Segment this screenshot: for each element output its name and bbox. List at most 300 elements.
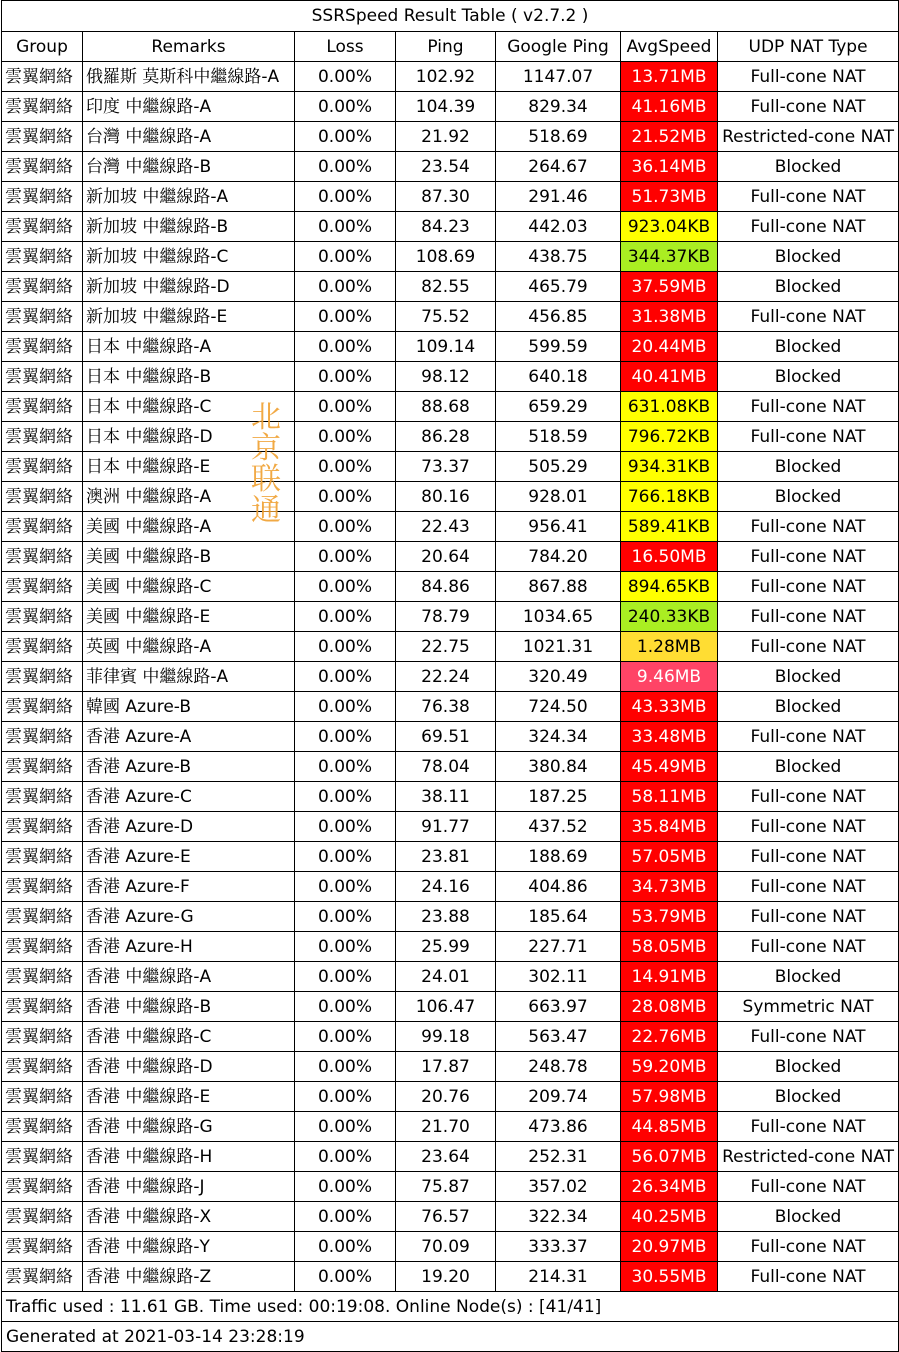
cell-google-ping: 214.31	[496, 1262, 621, 1292]
cell-group: 雲翼網絡	[2, 752, 83, 782]
cell-google-ping: 322.34	[496, 1202, 621, 1232]
cell-group: 雲翼網絡	[2, 602, 83, 632]
cell-avgspeed: 923.04KB	[621, 212, 718, 242]
cell-google-ping: 518.69	[496, 122, 621, 152]
cell-remarks: 新加坡 中繼線路-B	[83, 212, 295, 242]
cell-ping: 23.81	[396, 842, 496, 872]
cell-google-ping: 867.88	[496, 572, 621, 602]
table-title: SSRSpeed Result Table ( v2.7.2 )	[2, 1, 899, 32]
table-row	[2, 122, 899, 152]
table-row	[2, 872, 899, 902]
cell-udp-nat-type: Full-cone NAT	[718, 842, 899, 872]
cell-udp-nat-type: Full-cone NAT	[718, 302, 899, 332]
cell-avgspeed: 766.18KB	[621, 482, 718, 512]
cell-loss: 0.00%	[295, 662, 396, 692]
cell-loss: 0.00%	[295, 272, 396, 302]
cell-group: 雲翼網絡	[2, 242, 83, 272]
cell-group: 雲翼網絡	[2, 62, 83, 92]
cell-remarks: 台灣 中繼線路-B	[83, 152, 295, 182]
table-row	[2, 332, 899, 362]
cell-avgspeed: 56.07MB	[621, 1142, 718, 1172]
cell-remarks: 澳洲 中繼線路-A	[83, 482, 295, 512]
cell-remarks: 韓國 Azure-B	[83, 692, 295, 722]
cell-avgspeed: 894.65KB	[621, 572, 718, 602]
table-row	[2, 92, 899, 122]
cell-loss: 0.00%	[295, 392, 396, 422]
cell-loss: 0.00%	[295, 332, 396, 362]
cell-loss: 0.00%	[295, 992, 396, 1022]
cell-group: 雲翼網絡	[2, 992, 83, 1022]
cell-avgspeed: 13.71MB	[621, 62, 718, 92]
cell-udp-nat-type: Full-cone NAT	[718, 1262, 899, 1292]
cell-udp-nat-type: Restricted-cone NAT	[718, 122, 899, 152]
cell-remarks: 香港 中繼線路-J	[83, 1172, 295, 1202]
cell-udp-nat-type: Blocked	[718, 1052, 899, 1082]
cell-group: 雲翼網絡	[2, 1052, 83, 1082]
cell-group: 雲翼網絡	[2, 332, 83, 362]
table-row	[2, 272, 899, 302]
cell-loss: 0.00%	[295, 1232, 396, 1262]
cell-avgspeed: 35.84MB	[621, 812, 718, 842]
cell-udp-nat-type: Full-cone NAT	[718, 1172, 899, 1202]
cell-remarks: 香港 Azure-G	[83, 902, 295, 932]
cell-loss: 0.00%	[295, 62, 396, 92]
cell-loss: 0.00%	[295, 1112, 396, 1142]
cell-remarks: 日本 中繼線路-B	[83, 362, 295, 392]
cell-group: 雲翼網絡	[2, 1172, 83, 1202]
cell-avgspeed: 30.55MB	[621, 1262, 718, 1292]
header-ping: Ping	[396, 32, 496, 62]
cell-google-ping: 784.20	[496, 542, 621, 572]
cell-remarks: 香港 中繼線路-Z	[83, 1262, 295, 1292]
cell-udp-nat-type: Full-cone NAT	[718, 92, 899, 122]
cell-google-ping: 438.75	[496, 242, 621, 272]
table-row	[2, 422, 899, 452]
cell-udp-nat-type: Blocked	[718, 1082, 899, 1112]
table-row	[2, 962, 899, 992]
cell-ping: 22.75	[396, 632, 496, 662]
cell-avgspeed: 57.05MB	[621, 842, 718, 872]
cell-loss: 0.00%	[295, 182, 396, 212]
cell-remarks: 新加坡 中繼線路-D	[83, 272, 295, 302]
cell-avgspeed: 589.41KB	[621, 512, 718, 542]
cell-udp-nat-type: Blocked	[718, 1202, 899, 1232]
cell-google-ping: 465.79	[496, 272, 621, 302]
cell-group: 雲翼網絡	[2, 1262, 83, 1292]
table-row	[2, 722, 899, 752]
cell-ping: 21.70	[396, 1112, 496, 1142]
cell-remarks: 香港 中繼線路-C	[83, 1022, 295, 1052]
cell-group: 雲翼網絡	[2, 632, 83, 662]
header-google-ping: Google Ping	[496, 32, 621, 62]
cell-ping: 22.24	[396, 662, 496, 692]
cell-remarks: 俄羅斯 莫斯科中繼線路-A	[83, 62, 295, 92]
cell-ping: 20.76	[396, 1082, 496, 1112]
cell-loss: 0.00%	[295, 1142, 396, 1172]
cell-udp-nat-type: Full-cone NAT	[718, 782, 899, 812]
cell-avgspeed: 40.25MB	[621, 1202, 718, 1232]
cell-avgspeed: 53.79MB	[621, 902, 718, 932]
cell-ping: 109.14	[396, 332, 496, 362]
table-row	[2, 752, 899, 782]
table-row	[2, 452, 899, 482]
cell-ping: 104.39	[396, 92, 496, 122]
cell-ping: 23.64	[396, 1142, 496, 1172]
cell-group: 雲翼網絡	[2, 452, 83, 482]
table-row	[2, 482, 899, 512]
table-row	[2, 692, 899, 722]
cell-loss: 0.00%	[295, 1172, 396, 1202]
cell-group: 雲翼網絡	[2, 302, 83, 332]
cell-loss: 0.00%	[295, 422, 396, 452]
cell-google-ping: 659.29	[496, 392, 621, 422]
cell-remarks: 香港 Azure-D	[83, 812, 295, 842]
cell-ping: 17.87	[396, 1052, 496, 1082]
cell-google-ping: 1021.31	[496, 632, 621, 662]
cell-group: 雲翼網絡	[2, 362, 83, 392]
cell-udp-nat-type: Full-cone NAT	[718, 812, 899, 842]
cell-udp-nat-type: Full-cone NAT	[718, 572, 899, 602]
cell-remarks: 日本 中繼線路-C	[83, 392, 295, 422]
cell-remarks: 美國 中繼線路-A	[83, 512, 295, 542]
cell-loss: 0.00%	[295, 212, 396, 242]
table-row	[2, 1022, 899, 1052]
cell-loss: 0.00%	[295, 512, 396, 542]
cell-udp-nat-type: Full-cone NAT	[718, 722, 899, 752]
table-row	[2, 932, 899, 962]
cell-group: 雲翼網絡	[2, 1202, 83, 1232]
cell-loss: 0.00%	[295, 362, 396, 392]
cell-ping: 25.99	[396, 932, 496, 962]
header-remarks: Remarks	[83, 32, 295, 62]
cell-ping: 19.20	[396, 1262, 496, 1292]
cell-loss: 0.00%	[295, 632, 396, 662]
cell-ping: 108.69	[396, 242, 496, 272]
cell-group: 雲翼網絡	[2, 422, 83, 452]
cell-udp-nat-type: Full-cone NAT	[718, 1022, 899, 1052]
cell-group: 雲翼網絡	[2, 962, 83, 992]
table-row	[2, 812, 899, 842]
cell-google-ping: 928.01	[496, 482, 621, 512]
cell-group: 雲翼網絡	[2, 692, 83, 722]
cell-avgspeed: 40.41MB	[621, 362, 718, 392]
cell-remarks: 香港 Azure-H	[83, 932, 295, 962]
cell-udp-nat-type: Full-cone NAT	[718, 62, 899, 92]
cell-remarks: 日本 中繼線路-E	[83, 452, 295, 482]
cell-google-ping: 456.85	[496, 302, 621, 332]
cell-avgspeed: 28.08MB	[621, 992, 718, 1022]
cell-ping: 84.23	[396, 212, 496, 242]
cell-avgspeed: 14.91MB	[621, 962, 718, 992]
cell-loss: 0.00%	[295, 962, 396, 992]
cell-ping: 23.54	[396, 152, 496, 182]
cell-avgspeed: 36.14MB	[621, 152, 718, 182]
cell-avgspeed: 344.37KB	[621, 242, 718, 272]
table-row	[2, 62, 899, 92]
cell-remarks: 美國 中繼線路-C	[83, 572, 295, 602]
table-row	[2, 302, 899, 332]
header-group: Group	[2, 32, 83, 62]
cell-google-ping: 437.52	[496, 812, 621, 842]
result-table	[1, 0, 899, 1352]
cell-avgspeed: 16.50MB	[621, 542, 718, 572]
cell-google-ping: 1034.65	[496, 602, 621, 632]
cell-ping: 23.88	[396, 902, 496, 932]
cell-google-ping: 248.78	[496, 1052, 621, 1082]
cell-loss: 0.00%	[295, 782, 396, 812]
cell-udp-nat-type: Blocked	[718, 752, 899, 782]
watermark-char: 联	[251, 462, 281, 497]
cell-udp-nat-type: Full-cone NAT	[718, 182, 899, 212]
cell-google-ping: 956.41	[496, 512, 621, 542]
table-row	[2, 1052, 899, 1082]
cell-remarks: 新加坡 中繼線路-C	[83, 242, 295, 272]
cell-loss: 0.00%	[295, 902, 396, 932]
cell-udp-nat-type: Full-cone NAT	[718, 212, 899, 242]
table-row	[2, 662, 899, 692]
cell-google-ping: 599.59	[496, 332, 621, 362]
cell-avgspeed: 58.05MB	[621, 932, 718, 962]
cell-loss: 0.00%	[295, 722, 396, 752]
cell-loss: 0.00%	[295, 572, 396, 602]
cell-ping: 106.47	[396, 992, 496, 1022]
cell-google-ping: 473.86	[496, 1112, 621, 1142]
cell-remarks: 英國 中繼線路-A	[83, 632, 295, 662]
cell-group: 雲翼網絡	[2, 932, 83, 962]
cell-ping: 38.11	[396, 782, 496, 812]
cell-google-ping: 404.86	[496, 872, 621, 902]
watermark-char: 京	[251, 431, 281, 466]
cell-avgspeed: 37.59MB	[621, 272, 718, 302]
cell-udp-nat-type: Blocked	[718, 692, 899, 722]
cell-loss: 0.00%	[295, 872, 396, 902]
cell-udp-nat-type: Full-cone NAT	[718, 872, 899, 902]
cell-avgspeed: 58.11MB	[621, 782, 718, 812]
cell-ping: 22.43	[396, 512, 496, 542]
cell-remarks: 日本 中繼線路-A	[83, 332, 295, 362]
cell-avgspeed: 33.48MB	[621, 722, 718, 752]
cell-google-ping: 518.59	[496, 422, 621, 452]
table-row	[2, 242, 899, 272]
header-loss: Loss	[295, 32, 396, 62]
cell-remarks: 美國 中繼線路-E	[83, 602, 295, 632]
cell-udp-nat-type: Blocked	[718, 482, 899, 512]
table-row	[2, 572, 899, 602]
table-row	[2, 1112, 899, 1142]
cell-group: 雲翼網絡	[2, 272, 83, 302]
cell-avgspeed: 9.46MB	[621, 662, 718, 692]
cell-loss: 0.00%	[295, 542, 396, 572]
cell-loss: 0.00%	[295, 1022, 396, 1052]
cell-udp-nat-type: Blocked	[718, 452, 899, 482]
cell-loss: 0.00%	[295, 932, 396, 962]
cell-group: 雲翼網絡	[2, 782, 83, 812]
cell-google-ping: 442.03	[496, 212, 621, 242]
cell-udp-nat-type: Full-cone NAT	[718, 1112, 899, 1142]
cell-group: 雲翼網絡	[2, 92, 83, 122]
cell-ping: 21.92	[396, 122, 496, 152]
table-row	[2, 182, 899, 212]
cell-loss: 0.00%	[295, 842, 396, 872]
cell-avgspeed: 26.34MB	[621, 1172, 718, 1202]
cell-avgspeed: 796.72KB	[621, 422, 718, 452]
header-udp-nat-type: UDP NAT Type	[718, 32, 899, 62]
cell-remarks: 香港 中繼線路-A	[83, 962, 295, 992]
cell-loss: 0.00%	[295, 1262, 396, 1292]
cell-google-ping: 209.74	[496, 1082, 621, 1112]
cell-google-ping: 380.84	[496, 752, 621, 782]
cell-google-ping: 829.34	[496, 92, 621, 122]
cell-loss: 0.00%	[295, 1202, 396, 1232]
cell-udp-nat-type: Full-cone NAT	[718, 422, 899, 452]
table-row	[2, 1142, 899, 1172]
cell-google-ping: 264.67	[496, 152, 621, 182]
cell-avgspeed: 1.28MB	[621, 632, 718, 662]
cell-remarks: 香港 Azure-A	[83, 722, 295, 752]
cell-remarks: 香港 Azure-C	[83, 782, 295, 812]
cell-remarks: 新加坡 中繼線路-E	[83, 302, 295, 332]
cell-group: 雲翼網絡	[2, 542, 83, 572]
cell-ping: 91.77	[396, 812, 496, 842]
table-row	[2, 152, 899, 182]
cell-loss: 0.00%	[295, 692, 396, 722]
cell-group: 雲翼網絡	[2, 152, 83, 182]
cell-group: 雲翼網絡	[2, 902, 83, 932]
cell-ping: 75.87	[396, 1172, 496, 1202]
cell-avgspeed: 934.31KB	[621, 452, 718, 482]
cell-udp-nat-type: Blocked	[718, 332, 899, 362]
table-row	[2, 542, 899, 572]
table-row	[2, 602, 899, 632]
cell-group: 雲翼網絡	[2, 482, 83, 512]
cell-remarks: 香港 Azure-E	[83, 842, 295, 872]
cell-loss: 0.00%	[295, 92, 396, 122]
cell-udp-nat-type: Full-cone NAT	[718, 902, 899, 932]
cell-remarks: 香港 中繼線路-G	[83, 1112, 295, 1142]
cell-udp-nat-type: Symmetric NAT	[718, 992, 899, 1022]
cell-google-ping: 663.97	[496, 992, 621, 1022]
cell-remarks: 台灣 中繼線路-A	[83, 122, 295, 152]
cell-avgspeed: 45.49MB	[621, 752, 718, 782]
cell-ping: 78.79	[396, 602, 496, 632]
cell-ping: 86.28	[396, 422, 496, 452]
cell-remarks: 日本 中繼線路-D	[83, 422, 295, 452]
cell-remarks: 香港 中繼線路-H	[83, 1142, 295, 1172]
cell-loss: 0.00%	[295, 812, 396, 842]
cell-udp-nat-type: Blocked	[718, 662, 899, 692]
cell-avgspeed: 51.73MB	[621, 182, 718, 212]
cell-loss: 0.00%	[295, 482, 396, 512]
cell-remarks: 香港 中繼線路-X	[83, 1202, 295, 1232]
cell-remarks: 印度 中繼線路-A	[83, 92, 295, 122]
cell-group: 雲翼網絡	[2, 1112, 83, 1142]
cell-group: 雲翼網絡	[2, 842, 83, 872]
cell-group: 雲翼網絡	[2, 722, 83, 752]
cell-loss: 0.00%	[295, 752, 396, 782]
cell-udp-nat-type: Blocked	[718, 242, 899, 272]
cell-group: 雲翼網絡	[2, 122, 83, 152]
cell-group: 雲翼網絡	[2, 392, 83, 422]
cell-google-ping: 324.34	[496, 722, 621, 752]
cell-ping: 102.92	[396, 62, 496, 92]
cell-google-ping: 357.02	[496, 1172, 621, 1202]
cell-ping: 98.12	[396, 362, 496, 392]
cell-ping: 87.30	[396, 182, 496, 212]
cell-udp-nat-type: Blocked	[718, 362, 899, 392]
cell-ping: 20.64	[396, 542, 496, 572]
cell-group: 雲翼網絡	[2, 1022, 83, 1052]
cell-avgspeed: 34.73MB	[621, 872, 718, 902]
cell-ping: 78.04	[396, 752, 496, 782]
cell-ping: 80.16	[396, 482, 496, 512]
cell-ping: 99.18	[396, 1022, 496, 1052]
cell-google-ping: 563.47	[496, 1022, 621, 1052]
cell-google-ping: 320.49	[496, 662, 621, 692]
cell-google-ping: 187.25	[496, 782, 621, 812]
cell-udp-nat-type: Full-cone NAT	[718, 1232, 899, 1262]
cell-loss: 0.00%	[295, 1052, 396, 1082]
cell-google-ping: 724.50	[496, 692, 621, 722]
cell-group: 雲翼網絡	[2, 212, 83, 242]
watermark-char: 北	[251, 400, 281, 435]
cell-udp-nat-type: Restricted-cone NAT	[718, 1142, 899, 1172]
table-row	[2, 782, 899, 812]
cell-ping: 70.09	[396, 1232, 496, 1262]
cell-udp-nat-type: Full-cone NAT	[718, 542, 899, 572]
cell-group: 雲翼網絡	[2, 1142, 83, 1172]
table-row	[2, 392, 899, 422]
cell-loss: 0.00%	[295, 122, 396, 152]
cell-ping: 76.57	[396, 1202, 496, 1232]
cell-group: 雲翼網絡	[2, 872, 83, 902]
table-row	[2, 1172, 899, 1202]
cell-ping: 88.68	[396, 392, 496, 422]
cell-avgspeed: 41.16MB	[621, 92, 718, 122]
cell-remarks: 新加坡 中繼線路-A	[83, 182, 295, 212]
cell-google-ping: 291.46	[496, 182, 621, 212]
cell-remarks: 香港 中繼線路-E	[83, 1082, 295, 1112]
cell-avgspeed: 20.44MB	[621, 332, 718, 362]
table-row	[2, 632, 899, 662]
cell-ping: 84.86	[396, 572, 496, 602]
table-row	[2, 992, 899, 1022]
cell-loss: 0.00%	[295, 602, 396, 632]
cell-google-ping: 640.18	[496, 362, 621, 392]
cell-loss: 0.00%	[295, 242, 396, 272]
cell-udp-nat-type: Blocked	[718, 272, 899, 302]
cell-avgspeed: 22.76MB	[621, 1022, 718, 1052]
cell-group: 雲翼網絡	[2, 1082, 83, 1112]
table-row	[2, 842, 899, 872]
cell-ping: 82.55	[396, 272, 496, 302]
cell-avgspeed: 57.98MB	[621, 1082, 718, 1112]
cell-google-ping: 227.71	[496, 932, 621, 962]
table-row	[2, 1082, 899, 1112]
cell-remarks: 香港 中繼線路-Y	[83, 1232, 295, 1262]
cell-remarks: 香港 Azure-F	[83, 872, 295, 902]
cell-ping: 75.52	[396, 302, 496, 332]
cell-ping: 69.51	[396, 722, 496, 752]
table-row	[2, 512, 899, 542]
cell-google-ping: 1147.07	[496, 62, 621, 92]
cell-avgspeed: 20.97MB	[621, 1232, 718, 1262]
cell-ping: 76.38	[396, 692, 496, 722]
footer-row-traffic	[2, 1292, 899, 1322]
table-row	[2, 902, 899, 932]
cell-remarks: 菲律賓 中繼線路-A	[83, 662, 295, 692]
cell-loss: 0.00%	[295, 1082, 396, 1112]
cell-udp-nat-type: Blocked	[718, 962, 899, 992]
